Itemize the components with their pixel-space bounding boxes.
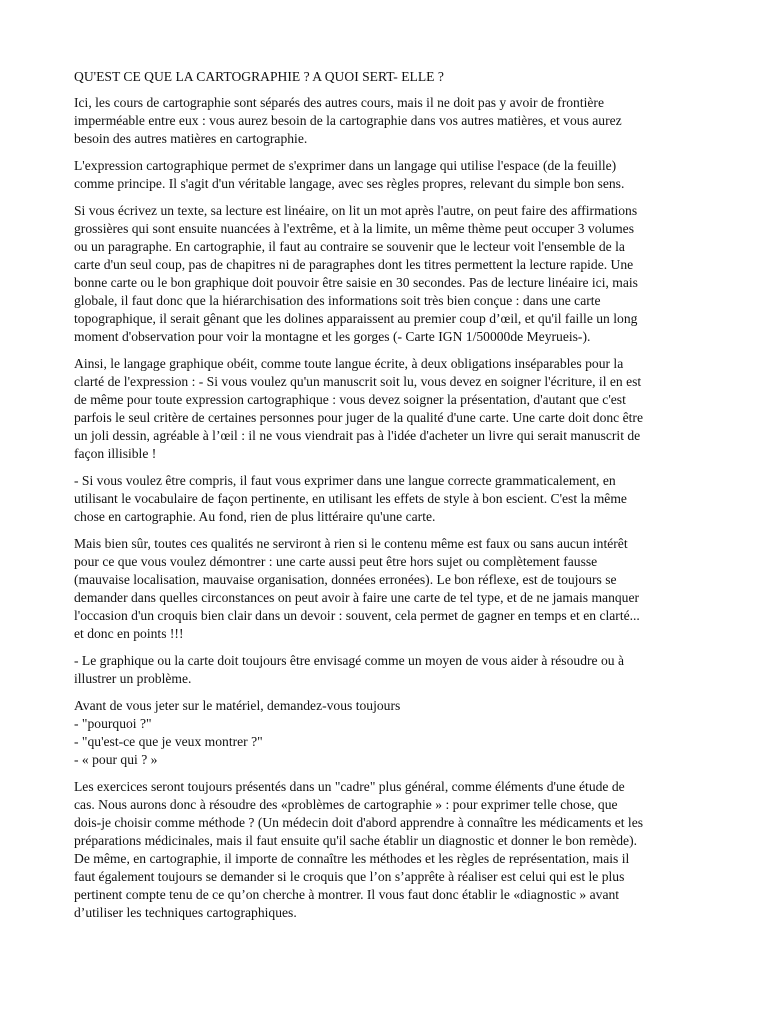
paragraph <box>74 472 704 526</box>
document-title: QU'EST CE QUE LA CARTOGRAPHIE ? A QUOI SERT- ELLE ? <box>74 69 444 84</box>
text-line: moment d'observation pour voir la montagne et les gorges (- Carte IGN 1/50000de Meyrueis-). <box>74 329 591 344</box>
text-line: - "qu'est-ce que je veux montrer ?" <box>74 734 263 749</box>
text-line: globale, il faut donc que la hiérarchisation des informations soit très bien conçue : dans une carte <box>74 293 601 308</box>
text-line: clarté de l'expression : - Si vous voulez qu'un manuscrit soit lu, vous devez en soigner l'écriture, il en est <box>74 374 642 389</box>
paragraph <box>74 94 704 148</box>
paragraph <box>74 355 704 463</box>
text-line: comme principe. Il s'agit d'un véritable langage, avec ses règles propres, relevant du simple bon sens. <box>74 176 625 191</box>
paragraph <box>74 535 704 643</box>
paragraph <box>74 157 704 193</box>
text-line: l'occasion d'un croquis bien clair dans un devoir : souvent, cela permet de gagner en temps et en clarté... <box>74 608 640 623</box>
text-line: façon illisible ! <box>74 446 157 461</box>
text-line: bonne carte ou le bon graphique doit pouvoir être saisie en 30 secondes. Pas de lecture linéaire ici, mais <box>74 275 638 290</box>
text-line: Ici, les cours de cartographie sont séparés des autres cours, mais il ne doit pas y avoir de frontière <box>74 95 604 110</box>
text-line: Mais bien sûr, toutes ces qualités ne serviront à rien si le contenu même est faux ou sans aucun intérêt <box>74 536 628 551</box>
text-line: utilisant le vocabulaire de façon pertinente, en utilisant les effets de style à bon escient. C'est la même <box>74 491 627 506</box>
text-line: chose en cartographie. Au fond, rien de plus littéraire qu'une carte. <box>74 509 436 524</box>
text-line: demander dans quelles circonstances on peut avoir à faire une carte de tel type, et de ne jamais manquer <box>74 590 640 605</box>
paragraph <box>74 202 704 346</box>
text-line: De même, en cartographie, il importe de connaître les méthodes et les règles de représentation, mais il <box>74 851 630 866</box>
document-body <box>74 94 704 922</box>
text-line: parfois le seul critère de certaines personnes pour juger de la qualité d'une carte. Une carte doit donc être <box>74 410 643 425</box>
text-line: pour ce que vous voulez démontrer : une carte aussi peut être hors sujet ou complètement fausse <box>74 554 598 569</box>
text-line: imperméable entre eux : vous aurez besoin de la cartographie dans vos autres matières, et vous aurez <box>74 113 622 128</box>
text-line: - Le graphique ou la carte doit toujours être envisagé comme un moyen de vous aider à résoudre ou à <box>74 653 624 668</box>
paragraph <box>74 778 704 922</box>
text-line: topographique, il serait gênant que les dolines apparaissent au premier coup d’œil, et qu'il faille un long <box>74 311 638 326</box>
text-line: (mauvaise localisation, mauvaise organisation, données erronées). Le bon réflexe, est de toujours se <box>74 572 617 587</box>
text-line: pertinent compte tenu de ce qu’on cherche à montrer. Il vous faut donc établir le «diagnostic » avant <box>74 887 620 902</box>
paragraph <box>74 697 704 769</box>
text-line: d’utiliser les techniques cartographiques. <box>74 905 297 920</box>
text-line: faut également toujours se demander si le croquis que l’on s’apprête à réaliser est celui qui est le plus <box>74 869 625 884</box>
paragraph <box>74 652 704 688</box>
text-line: et donc en points !!! <box>74 626 184 641</box>
text-line: besoin des autres matières en cartographie. <box>74 131 308 146</box>
text-line: Ainsi, le langage graphique obéit, comme toute langue écrite, à deux obligations inséparables pour la <box>74 356 624 371</box>
text-line: illustrer un problème. <box>74 671 192 686</box>
text-line: Avant de vous jeter sur le matériel, demandez-vous toujours <box>74 698 401 713</box>
text-line: grossières qui sont ensuite nuancées à l'extrême, et à la limite, un même thème peut occuper 3 volumes <box>74 221 634 236</box>
text-line: ou un paragraphe. En cartographie, il faut au contraire se souvenir que le lecteur voit l'ensemble de la <box>74 239 625 254</box>
text-line: - Si vous voulez être compris, il faut vous exprimer dans une langue correcte grammaticalement, en <box>74 473 616 488</box>
text-line: cas. Nous aurons donc à résoudre des «problèmes de cartographie » : pour exprimer telle chose, que <box>74 797 618 812</box>
text-line: - « pour qui ? » <box>74 752 158 767</box>
text-line: L'expression cartographique permet de s'exprimer dans un langage qui utilise l'espace (de la feuille) <box>74 158 617 173</box>
text-line: carte d'un seul coup, pas de chapitres ni de paragraphes dont les titres permettent la lecture rapide. Une <box>74 257 634 272</box>
text-line: Si vous écrivez un texte, sa lecture est linéaire, on lit un mot après l'autre, on peut faire des affirmations <box>74 203 638 218</box>
text-line: un joli dessin, agréable à l’œil : il ne vous viendrait pas à l'idée d'acheter un livre qui serait manuscrit de <box>74 428 641 443</box>
text-line: dois-je choisir comme méthode ? (Un médecin doit d'abord apprendre à connaître les médicaments et les <box>74 815 644 830</box>
text-line: préparations médicinales, mais il faut ensuite qu'il sache établir un diagnostic et donner le bon remède). <box>74 833 638 848</box>
text-line: - "pourquoi ?" <box>74 716 152 731</box>
text-line: Les exercices seront toujours présentés dans un "cadre" plus général, comme éléments d'une étude de <box>74 779 625 794</box>
text-line: de même pour toute expression cartographique : vous devez soigner la présentation, d'autant que c'est <box>74 392 626 407</box>
